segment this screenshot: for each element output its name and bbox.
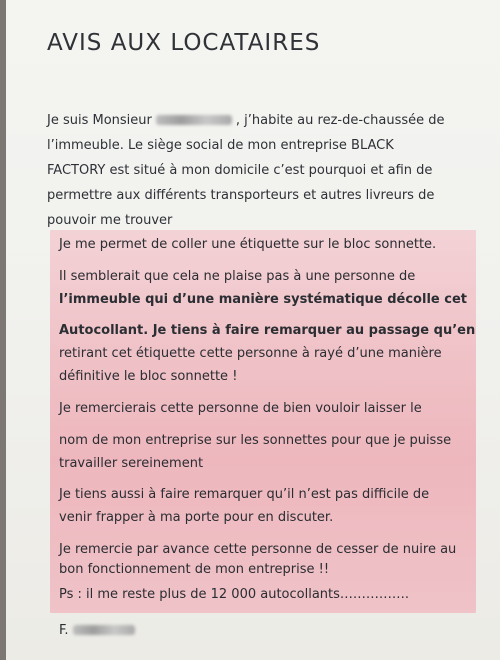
body-paragraph-4: Je remercierais cette personne de bien vouloir laisser le bbox=[59, 401, 422, 416]
body-paragraph-5-line-1: nom de mon entreprise sur les sonnettes pour que je puisse bbox=[59, 433, 452, 448]
body-paragraph-2-line-2: l’immeuble qui d’une manière systématique décolle cet bbox=[59, 292, 467, 307]
body-paragraph-3-line-1: Autocollant. Je tiens à faire remarquer au passage qu’en bbox=[59, 323, 476, 338]
body-paragraph-1: Je me permet de coller une étiquette sur le bloc sonnette. bbox=[59, 237, 437, 252]
intro-line-1-before: Je suis Monsieur bbox=[47, 113, 152, 128]
redacted-signature-blur bbox=[73, 625, 135, 635]
intro-paragraph bbox=[47, 108, 487, 233]
body-paragraph-2-line-1: Il semblerait que cela ne plaise pas à une personne de bbox=[59, 269, 416, 284]
intro-line-1-after: , j’habite au rez-de-chaussée de bbox=[235, 113, 445, 128]
body-paragraph-5-line-2: travailler sereinement bbox=[59, 456, 204, 471]
postscript: Ps : il me reste plus de 12 000 autocollants……………. bbox=[59, 587, 410, 602]
signature-prefix: F. bbox=[59, 623, 69, 638]
body-paragraph-3-line-2: retirant cet étiquette cette personne à rayé d’une manière bbox=[59, 346, 442, 361]
notice-title: AVIS AUX LOCATAIRES bbox=[47, 30, 321, 56]
body-paragraph-7-line-2: bon fonctionnement de mon entreprise !! bbox=[59, 562, 330, 577]
body-paragraph-6-line-2: venir frapper à ma porte pour en discuter. bbox=[59, 510, 334, 525]
intro-line-5: pouvoir me trouver bbox=[47, 213, 173, 228]
signature bbox=[59, 618, 135, 643]
body-paragraph-7-line-1: Je remercie par avance cette personne de cesser de nuire au bbox=[59, 542, 457, 557]
redacted-name-blur bbox=[156, 115, 232, 125]
intro-line-3: FACTORY est situé à mon domicile c’est pourquoi et afin de bbox=[47, 163, 433, 178]
intro-line-1 bbox=[47, 108, 487, 133]
body-paragraph-3-line-3: définitive le bloc sonnette ! bbox=[59, 369, 238, 384]
body-paragraph-6-line-1: Je tiens aussi à faire remarquer qu’il n’est pas difficile de bbox=[59, 487, 430, 502]
intro-line-4: permettre aux différents transporteurs et autres livreurs de bbox=[47, 188, 435, 203]
intro-line-2: l’immeuble. Le siège social de mon entreprise BLACK bbox=[47, 138, 394, 153]
